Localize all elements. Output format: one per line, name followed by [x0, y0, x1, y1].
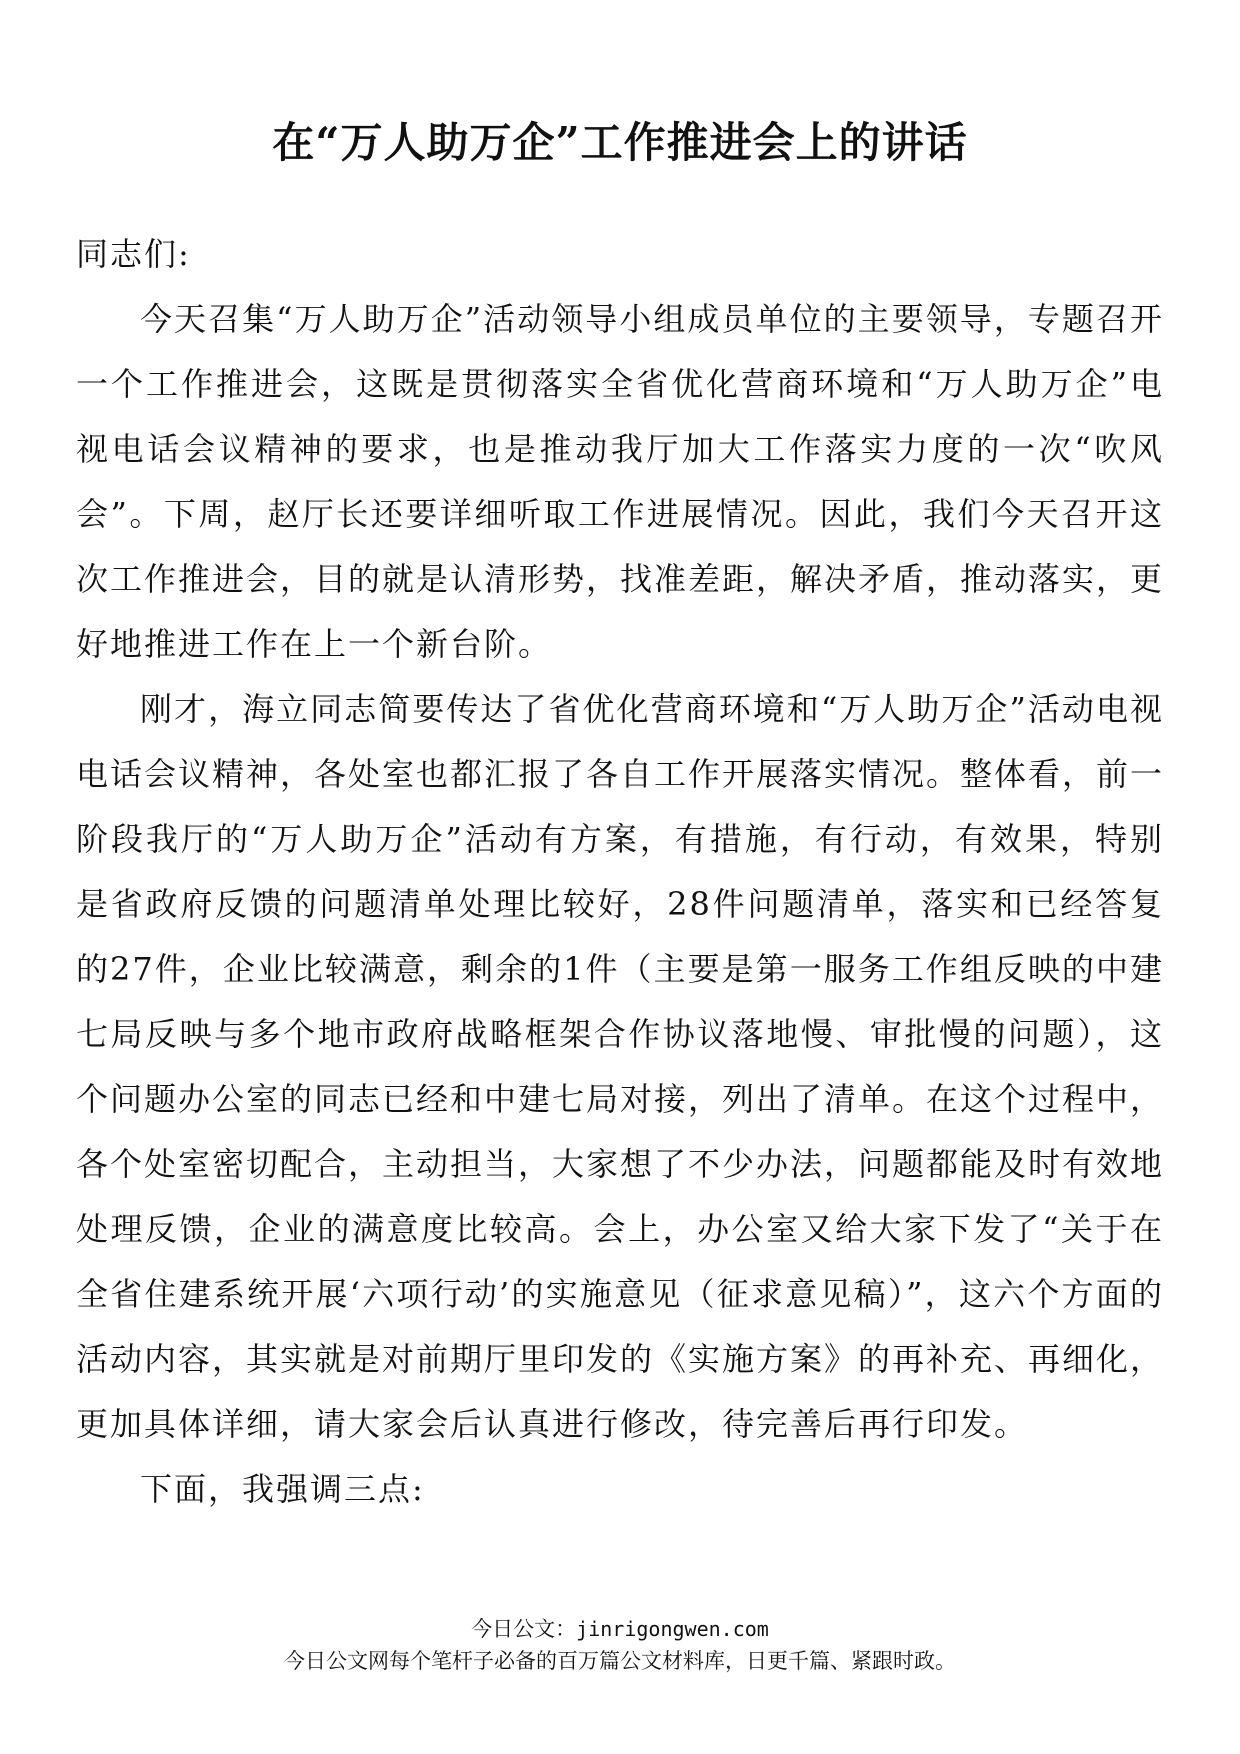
footer-site-line [0, 1614, 1240, 1644]
footer-site-url[interactable]: jinrigongwen.com [576, 1617, 769, 1641]
document-body [76, 222, 1164, 1522]
footer-site-label: 今日公文： [471, 1617, 577, 1641]
paragraph-transition: 下面，我强调三点: [140, 1470, 425, 1508]
document-title: 在“万人助万企”工作推进会上的讲话 [272, 118, 968, 168]
paragraph-review: 刚才，海立同志简要传达了省优化营商环境和“万人助万企”活动电视电话会议精神，各处室也都汇报了各自工作开展落实情况。整体看，前一阶段我厅的“万人助万企”活动有方案，有措施，有行动，有效果，特别是省政府反馈的问题清单处理比较好，28件问题清单，落实和已经答复的27件，企业比较满意，剩余的1件（主要是第一服务工作组反映的中建七局反映与多个地市政府战略框架合作协议落地慢、审批慢的问题），这个问题办公室的同志已经和中建七局对接，列出了清单。在这个过程中，各个处室密切配合，主动担当，大家想了不少办法，问题都能及时有效地处理反馈，企业的满意度比较高。会上，办公室又给大家下发了“关于在全省住建系统开展‘六项行动’的实施意见（征求意见稿）”，这六个方面的活动内容，其实就是对前期厅里印发的《实施方案》的再补充、再细化，更加具体详细，请大家会后认真进行修改，待完善后再行印发。 [76, 690, 1165, 1443]
footer-slogan: 今日公文网每个笔杆子必备的百万篇公文材料库，日更千篇、紧跟时政。 [284, 1649, 956, 1673]
salutation: 同志们: [76, 235, 191, 273]
paragraph-opening: 今天召集“万人助万企”活动领导小组成员单位的主要领导，专题召开一个工作推进会，这既是贯彻落实全省优化营商环境和“万人助万企”电视电话会议精神的要求，也是推动我厅加大工作落实力度的一次“吹风会”。下周，赵厅长还要详细听取工作进展情况。因此，我们今天召开这次工作推进会，目的就是认清形势，找准差距，解决矛盾，推动落实，更好地推进工作在上一个新台阶。 [76, 300, 1165, 663]
